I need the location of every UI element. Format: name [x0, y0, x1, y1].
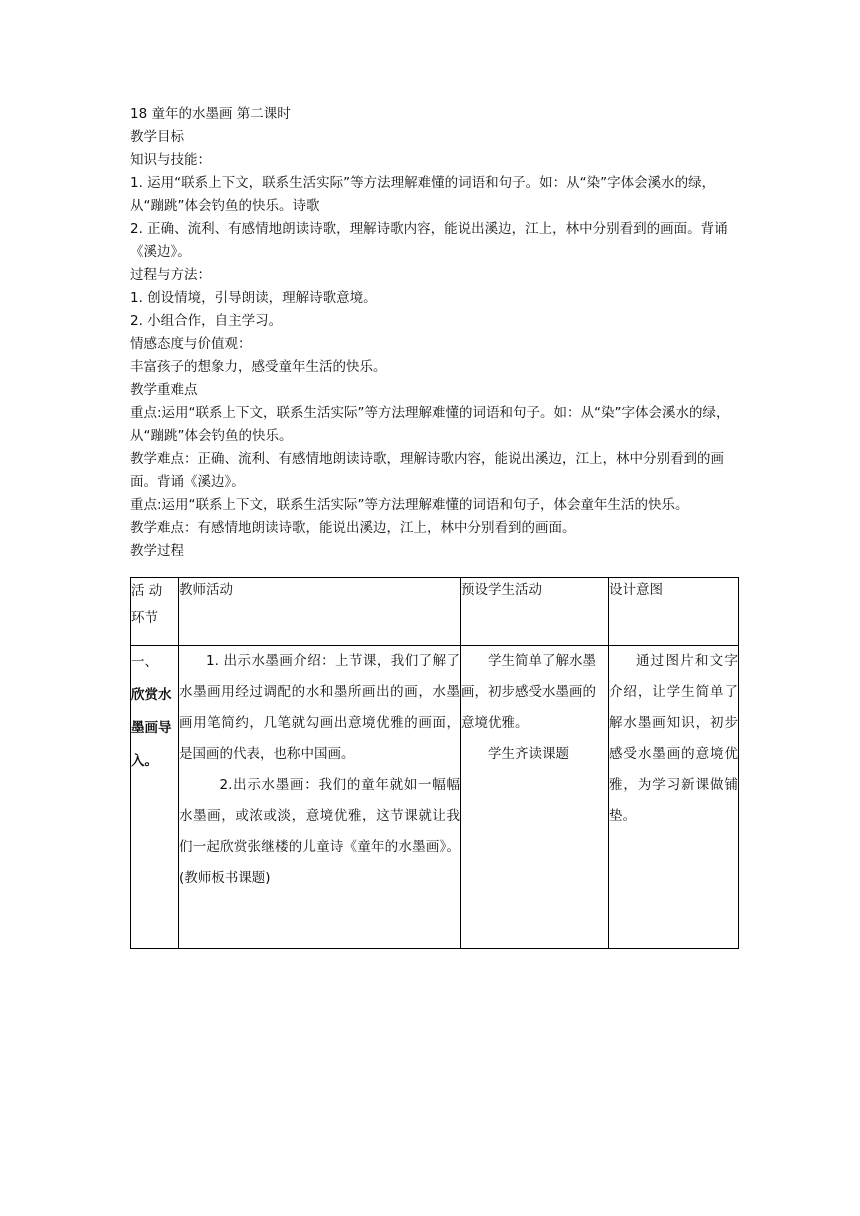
- key-points-heading: 教学重难点: [130, 382, 198, 398]
- table-header-row: [131, 578, 739, 646]
- section-title: 欣赏水墨画导入。: [131, 687, 172, 769]
- student-activity-2: 学生齐读课题: [488, 746, 569, 762]
- process-item-1: 1. 创设情境，引导朗读，理解诗歌意境。: [130, 290, 377, 306]
- student-activity-1: 学生简单了解水墨画，初步感受水墨画的意境优雅。: [461, 653, 596, 731]
- header-student: 预设学生活动: [461, 578, 609, 646]
- emotion-heading: 情感态度与价值观：: [130, 336, 252, 352]
- process-heading: 过程与方法：: [130, 267, 211, 283]
- lesson-title: 18 童年的水墨画 第二课时: [130, 106, 291, 122]
- emotion-item-1: 丰富孩子的想象力，感受童年生活的快乐。: [130, 359, 387, 375]
- key-point-1: 重点:运用“联系上下文，联系生活实际”等方法理解难懂的词语和句子。如：从“染”字体会溪水的绿，从“蹦跳”体会钓鱼的快乐。: [130, 405, 730, 444]
- knowledge-item-2: 2. 正确、流利、有感情地朗读诗歌，理解诗歌内容，能说出溪边，江上，林中分别看到的画面。背诵《溪边》。: [130, 221, 728, 260]
- teacher-activity-1: 1. 出示水墨画介绍：上节课，我们了解了水墨画用经过调配的水和墨所画出的画，水墨画用笔简约，几笔就勾画出意境优雅的画面，是国画的代表，也称中国画。: [179, 653, 460, 762]
- difficult-point-1: 教学难点：正确、流利、有感情地朗读诗歌，理解诗歌内容，能说出溪边，江上，林中分别看到的画面。背诵《溪边》。: [130, 451, 724, 490]
- teacher-activity-2: 2.出示水墨画：我们的童年就如一幅幅水墨画，或浓或淡，意境优雅，这节课就让我们一起欣赏张继楼的儿童诗《童年的水墨画》。(教师板书课题): [179, 777, 460, 886]
- header-design: 设计意图: [609, 578, 739, 646]
- knowledge-item-1: 1. 运用“联系上下文，联系生活实际”等方法理解难懂的词语和句子。如：从“染”字体会溪水的绿，从“蹦跳”体会钓鱼的快乐。诗歌: [130, 175, 716, 214]
- table-row: [131, 646, 739, 949]
- header-section: 活 动 环节: [131, 578, 179, 646]
- knowledge-heading: 知识与技能：: [130, 152, 211, 168]
- key-point-2: 重点:运用“联系上下文，联系生活实际”等方法理解难懂的词语和句子，体会童年生活的快乐。: [130, 497, 689, 513]
- design-intent-cell: [609, 646, 739, 949]
- process-item-2: 2. 小组合作，自主学习。: [130, 313, 283, 329]
- section-prefix: 一、: [131, 654, 158, 670]
- student-activity-cell: [461, 646, 609, 949]
- difficult-point-2: 教学难点：有感情地朗读诗歌，能说出溪边，江上，林中分别看到的画面。: [130, 520, 576, 536]
- design-intent: 通过图片和文字介绍，让学生简单了解水墨画知识，初步感受水墨画的意境优雅，为学习新课做铺垫。: [609, 653, 738, 824]
- header-teacher: 教师活动: [179, 578, 461, 646]
- process-table-heading: 教学过程: [130, 543, 184, 559]
- goals-heading: 教学目标: [130, 129, 184, 145]
- section-cell: [131, 646, 179, 949]
- teaching-process-table: [130, 577, 739, 949]
- document-body: [130, 103, 740, 563]
- teacher-activity-cell: [179, 646, 461, 949]
